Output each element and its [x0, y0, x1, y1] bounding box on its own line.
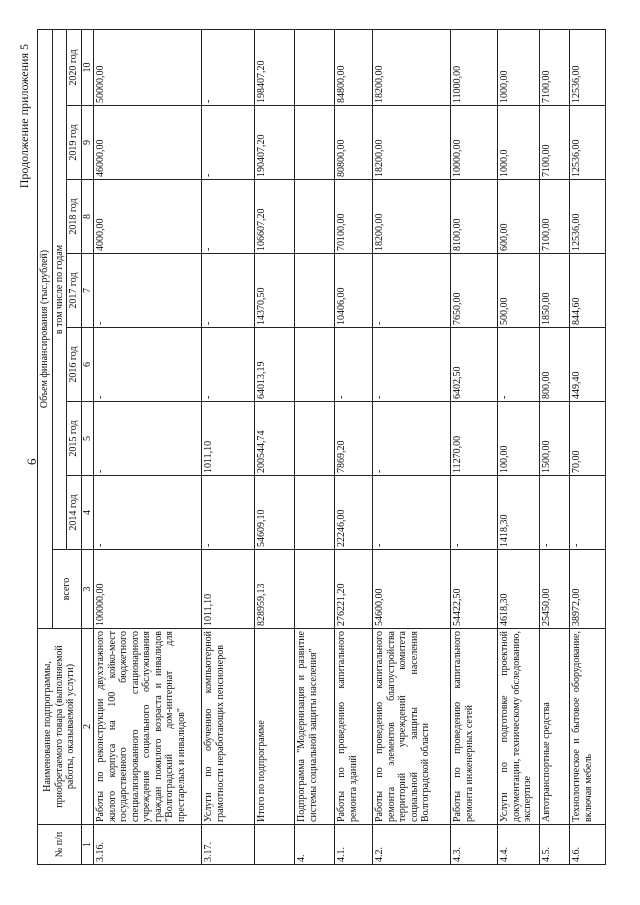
header-year: 2019 год [67, 106, 82, 180]
value-year: 54609,10 [255, 476, 295, 550]
column-index: 9 [81, 106, 94, 180]
header-year: 2017 год [67, 254, 82, 328]
value-year: 80800,00 [335, 106, 373, 180]
value-year: 106607,20 [255, 180, 295, 254]
value-year: 800,00 [540, 328, 570, 402]
value-year: - [202, 29, 255, 105]
header-year: 2020 год [67, 29, 82, 105]
value-year: 600,00 [498, 180, 540, 254]
continuation-label: Продолжение приложения 5 [17, 44, 31, 189]
value-year: 18200,00 [373, 180, 451, 254]
row-number: 4. [295, 825, 335, 865]
value-year: 6402,50 [451, 328, 498, 402]
value-total: 54422,50 [451, 550, 498, 629]
table-row [255, 29, 295, 864]
row-name: Автотранспортные средства [540, 629, 570, 825]
value-year [295, 29, 335, 105]
value-year: 84800,00 [335, 29, 373, 105]
header-year: 2015 год [67, 402, 82, 476]
row-name: Работы по проведению капитального ремонта инженерных сетей [451, 629, 498, 825]
value-year: - [451, 476, 498, 550]
row-number: 3.17. [202, 825, 255, 865]
column-index: 6 [81, 328, 94, 402]
value-year: - [94, 402, 202, 476]
row-number: 4.4. [498, 825, 540, 865]
value-year: 10406,00 [335, 254, 373, 328]
value-year: 12536,00 [570, 106, 606, 180]
header-total: всего [52, 550, 81, 629]
value-year: 22246,00 [335, 476, 373, 550]
row-number: 4.2. [373, 825, 451, 865]
value-year: - [373, 402, 451, 476]
value-year: 50000,00 [94, 29, 202, 105]
column-index: 2 [81, 629, 94, 825]
row-name: Услуги по подготовке проектной документации, техническому обследованию, экспертизе [498, 629, 540, 825]
value-year: 12536,00 [570, 29, 606, 105]
row-name: Итого по подпрограмме [255, 629, 295, 825]
value-year: 18200,00 [373, 29, 451, 105]
value-year: 70100,00 [335, 180, 373, 254]
value-year: - [540, 476, 570, 550]
value-year: 8100,00 [451, 180, 498, 254]
value-year: 200544,74 [255, 402, 295, 476]
value-year: 46000,00 [94, 106, 202, 180]
value-year [295, 180, 335, 254]
value-year [295, 106, 335, 180]
value-year [295, 328, 335, 402]
column-index: 5 [81, 402, 94, 476]
value-total: 25450,00 [540, 550, 570, 629]
row-number: 4.3. [451, 825, 498, 865]
value-year: - [570, 476, 606, 550]
value-year: 1000,00 [498, 29, 540, 105]
column-index: 10 [81, 29, 94, 105]
value-year: 1418,30 [498, 476, 540, 550]
value-year: 11270,00 [451, 402, 498, 476]
value-year: 1000,0 [498, 106, 540, 180]
value-year: - [202, 106, 255, 180]
row-name: Подпрограмма "Модернизация и развитие системы социальной защиты населения" [295, 629, 335, 825]
column-index: 7 [81, 254, 94, 328]
value-year: 1850,00 [540, 254, 570, 328]
value-year: - [373, 328, 451, 402]
header-by-years: в том числе по годам [52, 29, 67, 549]
value-year: 10000,00 [451, 106, 498, 180]
row-number: 4.1. [335, 825, 373, 865]
value-year: 14370,50 [255, 254, 295, 328]
value-year: 7100,00 [540, 180, 570, 254]
value-year: 70,00 [570, 402, 606, 476]
header-year: 2016 год [67, 328, 82, 402]
value-total [295, 550, 335, 629]
financing-table [37, 29, 606, 865]
header-name: Наименование подпрограммы, приобретаемого товара (выполняемой работы, оказываемой услуги) [38, 629, 82, 825]
table-row [540, 29, 570, 864]
value-year: 449,40 [570, 328, 606, 402]
table-row [94, 29, 202, 864]
value-year: - [94, 254, 202, 328]
table-row [498, 29, 540, 864]
value-year: - [373, 476, 451, 550]
header-funding: Объем финансирования (тыс.рублей) [38, 29, 53, 628]
value-year: 1500,00 [540, 402, 570, 476]
row-name: Работы по проведению капитального ремонта зданий [335, 629, 373, 825]
table-row [451, 29, 498, 864]
value-year: 7100,00 [540, 29, 570, 105]
value-year: - [94, 328, 202, 402]
value-year: - [202, 180, 255, 254]
header-num: № п/п [38, 825, 82, 865]
value-year: 18200,00 [373, 106, 451, 180]
value-year: 198407,20 [255, 29, 295, 105]
value-year: 100,00 [498, 402, 540, 476]
table-row [295, 29, 335, 864]
column-index: 3 [81, 550, 94, 629]
value-year: 7650,00 [451, 254, 498, 328]
value-year: 1011,10 [202, 402, 255, 476]
value-year: 12536,00 [570, 180, 606, 254]
value-year: 500,00 [498, 254, 540, 328]
value-total: 1011,10 [202, 550, 255, 629]
row-name: Технологическое и бытовое оборудование, включая мебель [570, 629, 606, 825]
header-year: 2018 год [67, 180, 82, 254]
row-name: Работы по проведению капитального ремонта элементов благоустройства территорий учреждений комитета социальной защиты населения Волгоградской области [373, 629, 451, 825]
value-total: 828959,13 [255, 550, 295, 629]
value-year: 64013,19 [255, 328, 295, 402]
row-number: 3.16. [94, 825, 202, 865]
value-year: - [94, 476, 202, 550]
value-total: 276221,20 [335, 550, 373, 629]
value-year: - [498, 328, 540, 402]
value-total: 38972,00 [570, 550, 606, 629]
table-row [202, 29, 255, 864]
value-year [295, 254, 335, 328]
value-year: - [202, 476, 255, 550]
table-body [94, 29, 606, 864]
row-number [255, 825, 295, 865]
row-name: Услуги по обучению компьютерной грамотности неработающих пенсионеров [202, 629, 255, 825]
header-year: 2014 год [67, 476, 82, 550]
column-index: 8 [81, 180, 94, 254]
value-year: - [335, 328, 373, 402]
value-year: 7869,20 [335, 402, 373, 476]
value-year: 11000,00 [451, 29, 498, 105]
value-year: 190407,20 [255, 106, 295, 180]
value-year: 844,60 [570, 254, 606, 328]
row-number: 4.5. [540, 825, 570, 865]
column-index: 4 [81, 476, 94, 550]
value-total: 54600,00 [373, 550, 451, 629]
value-year: 4000,00 [94, 180, 202, 254]
table-row [570, 29, 606, 864]
value-year: - [373, 254, 451, 328]
table-row [335, 29, 373, 864]
value-year [295, 402, 335, 476]
value-year: 7100,00 [540, 106, 570, 180]
column-index-row [81, 29, 94, 864]
row-name: Работы по реконструкции двухэтажного жилого корпуса на 100 койко-мест государственного бюджетного специализированного стационарного учреждения социального обслуживания граждан пожилого возраста и инвалидов "Волгоградский дом-интернат для престарелых и инвалидов" [94, 629, 202, 825]
row-number: 4.6. [570, 825, 606, 865]
value-year [295, 476, 335, 550]
column-index: 1 [81, 825, 94, 865]
value-year: - [202, 254, 255, 328]
value-total: 100000,00 [94, 550, 202, 629]
value-total: 4618,30 [498, 550, 540, 629]
page-number: 6 [24, 458, 39, 465]
table-row [373, 29, 451, 864]
value-year: - [202, 328, 255, 402]
